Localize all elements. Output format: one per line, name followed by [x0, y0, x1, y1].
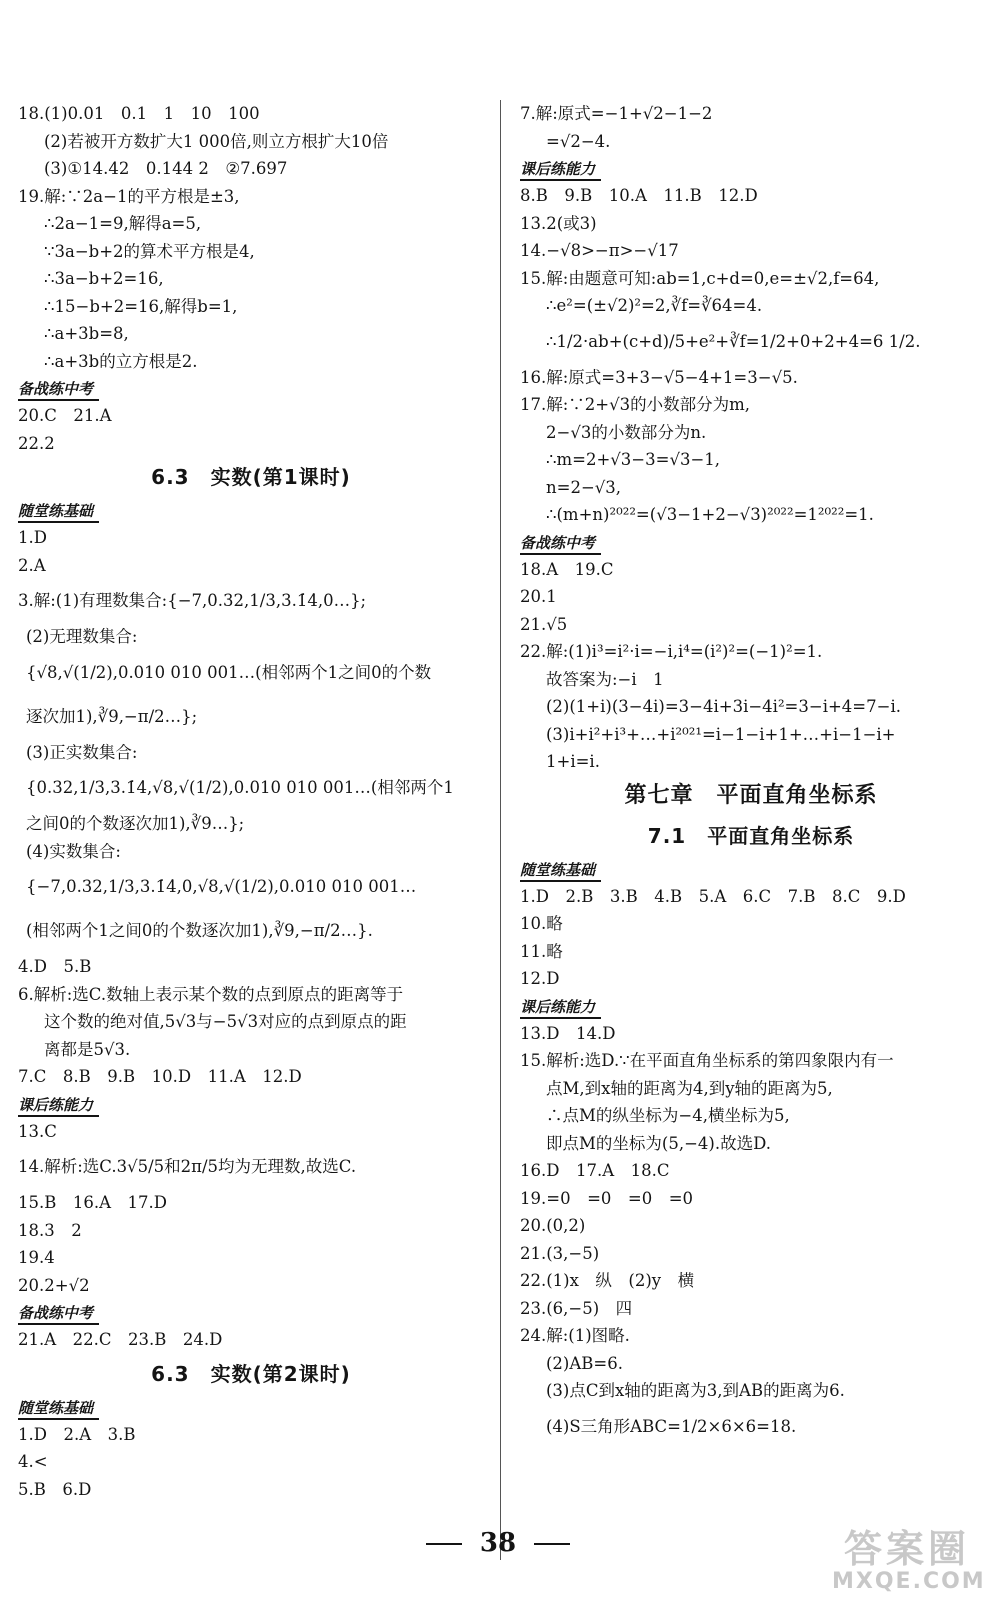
answer-line: ∴m=2+√3−3=√3−1, [546, 450, 721, 469]
answer-line: 16.解:原式=3+3−√5−4+1=3−√5. [520, 367, 798, 387]
section-label: 课后练能力 [520, 995, 601, 1019]
section-header-row [18, 497, 484, 524]
answer-line: (3)①14.42 0.144 2 ②7.697 [44, 159, 288, 178]
answer-line: (2)(1+i)(3−4i)=3−4i+3i−4i²=3−i+4=7−i. [546, 697, 901, 716]
answer-line: n=2−√3, [546, 477, 622, 497]
right-column [520, 100, 982, 1449]
answer-line: 13.D 14.D [520, 1023, 616, 1043]
answer-line: 10.略 [520, 914, 563, 933]
section-header-row [520, 993, 982, 1020]
answer-line: ∴a+3b=8, [44, 324, 129, 343]
answer-line: 离都是5√3. [44, 1039, 131, 1059]
section-label: 随堂练基础 [18, 499, 99, 523]
section-title: 6.3 实数(第2课时) [151, 1361, 351, 1386]
answer-line: 21.√5 [520, 614, 568, 634]
answer-line: (2)无理数集合: [26, 627, 138, 646]
answer-line: 13.C [18, 1121, 57, 1141]
answer-line: ∴3a−b+2=16, [44, 269, 164, 288]
section-label: 备战练中考 [520, 531, 601, 555]
section-header-row [18, 375, 484, 402]
section-label: 课后练能力 [18, 1093, 99, 1117]
answer-line: (2)若被开方数扩大1 000倍,则立方根扩大10倍 [44, 131, 389, 151]
answer-line: (4)实数集合: [26, 841, 121, 861]
answer-line: 22.2 [18, 433, 55, 453]
section-label: 备战练中考 [18, 377, 99, 401]
section-header-row [18, 1091, 484, 1118]
answer-line: 17.解:∵2+√3的小数部分为m, [520, 395, 751, 414]
answer-line: 故答案为:−i 1 [546, 669, 664, 689]
left-column [18, 100, 484, 1503]
section-header-row [520, 155, 982, 182]
answer-line: 24.解:(1)图略. [520, 1326, 630, 1345]
column-divider [500, 100, 501, 1560]
section-header-row [18, 1299, 484, 1326]
page-number-text: 38 [479, 1528, 517, 1558]
watermark-logo [832, 1527, 986, 1594]
answer-line: ∴e²=(±√2)²=2,∛f=∛64=4. [546, 296, 763, 315]
answer-line: 14.解析:选C.3√5/5和2π/5均为无理数,故选C. [18, 1157, 357, 1176]
answer-line: (3)点C到x轴的距离为3,到AB的距离为6. [546, 1381, 845, 1400]
answer-line: 19.=0 =0 =0 =0 [520, 1188, 694, 1208]
answer-line: 4.D 5.B [18, 957, 92, 976]
watermark-top: 答案圈 [843, 1527, 970, 1571]
chapter-title: 第七章 平面直角坐标系 [624, 782, 878, 808]
answer-line: 15.解析:选D.∵在平面直角坐标系的第四象限内有一 [520, 1051, 894, 1070]
section-header-row [520, 856, 982, 883]
answer-line: 14.−√8>−π>−√17 [520, 241, 679, 260]
answer-line: 21.(3,−5) [520, 1243, 600, 1263]
answer-line: 5.B 6.D [18, 1479, 92, 1499]
answer-line: ∴2a−1=9,解得a=5, [44, 214, 202, 233]
answer-line: 2.A [18, 555, 46, 575]
answer-line: ∴1/2·ab+(c+d)/5+e²+∛f=1/2+0+2+4=6 1/2. [546, 331, 921, 351]
answer-line: 20.2+√2 [18, 1275, 90, 1295]
answer-line: (3)i+i²+i³+…+i²⁰²¹=i−1−i+1+…+i−1−i+ [546, 724, 896, 744]
answer-line: {√8,√(1/2),0.010 010 001…(相邻两个1之间0的个数 [26, 662, 432, 682]
section-label: 随堂练基础 [520, 858, 601, 882]
answer-line: 19.4 [18, 1248, 55, 1267]
answer-line: 1.D [18, 528, 47, 547]
answer-line: 22.(1)x 纵 (2)y 横 [520, 1271, 695, 1290]
answer-line: 1.D 2.A 3.B [18, 1424, 136, 1444]
answer-line: 18.A 19.C [520, 559, 614, 579]
answer-line: 12.D [520, 969, 560, 988]
answer-line: (2)AB=6. [546, 1353, 623, 1373]
answer-line: {0.32,1/3,3.1̇4̇,√8,√(1/2),0.010 010 001…(相邻两个1 [26, 778, 454, 797]
answer-line: 21.A 22.C 23.B 24.D [18, 1330, 223, 1349]
answer-line: 4.< [18, 1452, 48, 1471]
right-dash [534, 1543, 570, 1545]
left-dash [426, 1543, 462, 1545]
watermark-bottom: MXQE.COM [832, 1569, 986, 1594]
answer-line: 20.C 21.A [18, 406, 112, 425]
answer-line: 11.略 [520, 941, 563, 961]
answer-line: 19.解:∵2a−1的平方根是±3, [18, 186, 240, 206]
section-label: 课后练能力 [520, 157, 601, 181]
answer-line: ∴点M的纵坐标为−4,横坐标为5, [546, 1106, 790, 1125]
section-label: 随堂练基础 [18, 1396, 99, 1420]
answer-line: 6.解析:选C.数轴上表示某个数的点到原点的距离等于 [18, 984, 404, 1004]
answer-line: (3)正实数集合: [26, 742, 138, 762]
answer-line: =√2−4. [546, 131, 611, 151]
answer-line: ∴(m+n)²⁰²²=(√3−1+2−√3)²⁰²²=1²⁰²²=1. [546, 505, 874, 524]
answer-line: 20.1 [520, 587, 557, 606]
section-header-row [520, 529, 982, 556]
answer-line: 16.D 17.A 18.C [520, 1161, 670, 1180]
answer-line: ∴15−b+2=16,解得b=1, [44, 296, 238, 316]
answer-line: {−7,0.32,1/3,3.1̇4̇,0,√8,√(1/2),0.010 010 001… [26, 877, 417, 896]
answer-line: 20.(0,2) [520, 1216, 586, 1235]
section-label: 备战练中考 [18, 1301, 99, 1325]
answer-line: 之间0的个数逐次加1),∛9…}; [26, 814, 245, 833]
answer-line: 22.解:(1)i³=i²·i=−i,i⁴=(i²)²=(−1)²=1. [520, 642, 823, 661]
answer-line: ∵3a−b+2的算术平方根是4, [44, 241, 255, 261]
answer-line: 2−√3的小数部分为n. [546, 422, 707, 442]
answer-line: 这个数的绝对值,5√3与−5√3对应的点到原点的距 [44, 1012, 407, 1031]
answer-line: 点M,到x轴的距离为4,到y轴的距离为5, [546, 1078, 833, 1098]
answer-line: 8.B 9.B 10.A 11.B 12.D [520, 186, 758, 205]
answer-line: 23.(6,−5) 四 [520, 1298, 633, 1318]
answer-line: 逐次加1),∛9,−π/2…}; [26, 706, 198, 726]
section-header-row [18, 1394, 484, 1421]
answer-line: 3.解:(1)有理数集合:{−7,0.32,1/3,3.1̇4̇,0…}; [18, 591, 367, 610]
answer-line: 15.解:由题意可知:ab=1,c+d=0,e=±√2,f=64, [520, 268, 880, 288]
answer-line: 18.3 2 [18, 1220, 82, 1240]
answer-line: 15.B 16.A 17.D [18, 1193, 167, 1212]
answer-line: 1+i=i. [546, 752, 600, 771]
section-title: 7.1 平面直角坐标系 [647, 823, 855, 848]
answer-line: ∴a+3b的立方根是2. [44, 351, 198, 371]
answer-line: 7.C 8.B 9.B 10.D 11.A 12.D [18, 1067, 302, 1086]
answer-line: (相邻两个1之间0的个数逐次加1),∛9,−π/2…}. [26, 921, 373, 940]
section-title: 6.3 实数(第1课时) [151, 465, 351, 489]
answer-line: 即点M的坐标为(5,−4).故选D. [546, 1133, 771, 1153]
answer-line: 18.(1)0.01 0.1 1 10 100 [18, 104, 260, 123]
answer-line: (4)S三角形ABC=1/2×6×6=18. [546, 1416, 797, 1436]
answer-line: 7.解:原式=−1+√2−1−2 [520, 104, 713, 123]
answer-line: 1.D 2.B 3.B 4.B 5.A 6.C 7.B 8.C 9.D [520, 886, 906, 906]
answer-line: 13.2(或3) [520, 213, 597, 233]
